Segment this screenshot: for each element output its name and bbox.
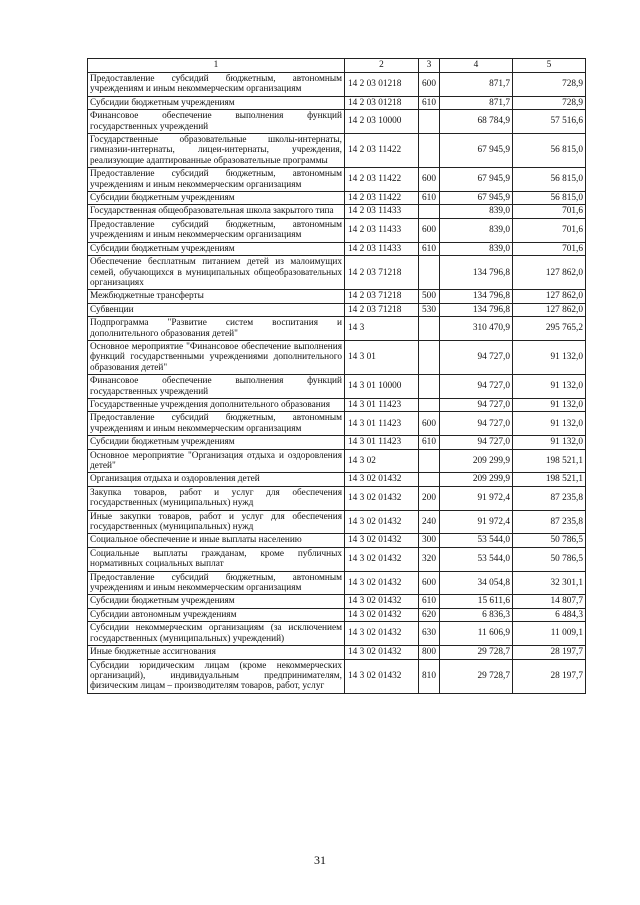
row-amount-col5: 28 197,7 [513,659,586,693]
row-code: 14 2 03 11422 [345,168,419,192]
row-expense-type: 800 [419,646,440,659]
row-expense-type [419,110,440,134]
table-row [88,317,586,341]
row-amount-col4: 91 972,4 [440,510,513,534]
row-amount-col4: 68 784,9 [440,110,513,134]
row-amount-col5: 87 235,8 [513,486,586,510]
row-expense-type: 200 [419,486,440,510]
row-description: Субсидии юридическим лицам (кроме некоммерческих организаций), индивидуальным предпринимателям, физическим лицам – производителям товаров, работ, услуг [88,659,345,693]
row-description: Основное мероприятие "Финансовое обеспечение выполнения функций государственными учреждениями дополнительного образования детей" [88,340,345,374]
row-code: 14 3 02 01432 [345,571,419,595]
row-expense-type: 500 [419,290,440,303]
row-description: Субсидии бюджетным учреждениям [88,96,345,109]
row-amount-col5: 56 815,0 [513,168,586,192]
row-amount-col5: 32 301,1 [513,571,586,595]
row-expense-type: 600 [419,168,440,192]
table-row [88,547,586,571]
row-expense-type: 600 [419,73,440,97]
row-description: Предоставление субсидий бюджетным, автономным учреждениям и иным некоммерческим организациям [88,168,345,192]
row-expense-type: 610 [419,96,440,109]
table-row [88,303,586,316]
row-description: Межбюджетные трансферты [88,290,345,303]
row-amount-col4: 134 796,8 [440,290,513,303]
row-expense-type: 610 [419,192,440,205]
row-code: 14 3 02 01432 [345,595,419,608]
table-row [88,340,586,374]
row-amount-col5: 87 235,8 [513,510,586,534]
row-expense-type: 240 [419,510,440,534]
row-code: 14 3 01 10000 [345,375,419,399]
row-amount-col4: 67 945,9 [440,134,513,168]
row-amount-col5: 91 132,0 [513,412,586,436]
table-row [88,436,586,449]
row-description: Социальные выплаты гражданам, кроме публичных нормативных социальных выплат [88,547,345,571]
row-amount-col5: 50 786,5 [513,547,586,571]
row-code: 14 3 01 11423 [345,412,419,436]
row-expense-type [419,256,440,290]
row-expense-type [419,473,440,486]
row-description: Закупка товаров, работ и услуг для обеспечения государственных (муниципальных) нужд [88,486,345,510]
row-code: 14 3 02 01432 [345,486,419,510]
row-amount-col4: 91 972,4 [440,486,513,510]
row-expense-type: 530 [419,303,440,316]
row-amount-col4: 67 945,9 [440,192,513,205]
row-expense-type: 320 [419,547,440,571]
row-description: Предоставление субсидий бюджетным, автономным учреждениям и иным некоммерческим организациям [88,412,345,436]
row-code: 14 2 03 71218 [345,256,419,290]
row-code: 14 3 02 01432 [345,547,419,571]
table-row [88,218,586,242]
row-expense-type [419,134,440,168]
row-description: Основное мероприятие "Организация отдыха и оздоровления детей" [88,449,345,473]
row-amount-col4: 53 544,0 [440,534,513,547]
row-amount-col5: 56 815,0 [513,192,586,205]
row-amount-col5: 6 484,3 [513,608,586,621]
row-amount-col5: 91 132,0 [513,436,586,449]
page-number: 31 [314,853,326,867]
table-row [88,608,586,621]
row-description: Социальное обеспечение и иные выплаты населению [88,534,345,547]
table-body [88,73,586,694]
row-code: 14 2 03 10000 [345,110,419,134]
row-amount-col5: 91 132,0 [513,340,586,374]
table-row [88,73,586,97]
row-amount-col4: 94 727,0 [440,436,513,449]
row-code: 14 2 03 71218 [345,303,419,316]
table-row [88,571,586,595]
row-code: 14 3 02 01432 [345,622,419,646]
header-col-2: 2 [345,59,419,73]
row-code: 14 3 02 01432 [345,510,419,534]
row-amount-col4: 871,7 [440,96,513,109]
row-description: Предоставление субсидий бюджетным, автономным учреждениям и иным некоммерческим организациям [88,73,345,97]
row-amount-col5: 127 862,0 [513,290,586,303]
row-amount-col4: 94 727,0 [440,412,513,436]
row-expense-type [419,398,440,411]
row-amount-col4: 94 727,0 [440,375,513,399]
row-amount-col4: 839,0 [440,205,513,218]
row-amount-col5: 56 815,0 [513,134,586,168]
row-expense-type: 610 [419,436,440,449]
row-amount-col5: 14 807,7 [513,595,586,608]
row-code: 14 2 03 11433 [345,242,419,255]
row-amount-col5: 91 132,0 [513,398,586,411]
table-row [88,486,586,510]
row-amount-col4: 134 796,8 [440,303,513,316]
row-description: Государственная общеобразовательная школа закрытого типа [88,205,345,218]
row-description: Субвенции [88,303,345,316]
row-amount-col4: 310 470,9 [440,317,513,341]
row-amount-col4: 839,0 [440,242,513,255]
row-code: 14 3 02 [345,449,419,473]
row-amount-col4: 209 299,9 [440,449,513,473]
row-code: 14 3 01 11423 [345,398,419,411]
row-code: 14 3 02 01432 [345,534,419,547]
row-amount-col5: 127 862,0 [513,256,586,290]
table-row [88,96,586,109]
row-description: Субсидии бюджетным учреждениям [88,192,345,205]
header-col-4: 4 [440,59,513,73]
row-amount-col4: 94 727,0 [440,340,513,374]
row-amount-col4: 134 796,8 [440,256,513,290]
row-expense-type [419,375,440,399]
row-amount-col5: 295 765,2 [513,317,586,341]
row-expense-type: 610 [419,595,440,608]
row-code: 14 3 02 01432 [345,473,419,486]
table-row [88,595,586,608]
row-code: 14 3 [345,317,419,341]
row-code: 14 2 03 11433 [345,218,419,242]
row-amount-col4: 15 611,6 [440,595,513,608]
row-description: Финансовое обеспечение выполнения функций государственных учреждений [88,110,345,134]
row-amount-col5: 728,9 [513,96,586,109]
row-expense-type: 810 [419,659,440,693]
table-row [88,375,586,399]
row-description: Субсидии бюджетным учреждениям [88,242,345,255]
row-amount-col5: 701,6 [513,242,586,255]
row-amount-col4: 34 054,8 [440,571,513,595]
table-row [88,192,586,205]
row-amount-col4: 11 606,9 [440,622,513,646]
row-amount-col5: 50 786,5 [513,534,586,547]
header-col-1: 1 [88,59,345,73]
row-amount-col5: 57 516,6 [513,110,586,134]
row-expense-type [419,449,440,473]
row-amount-col4: 871,7 [440,73,513,97]
row-description: Субсидии бюджетным учреждениям [88,436,345,449]
row-amount-col4: 6 836,3 [440,608,513,621]
table-row [88,205,586,218]
row-description: Субсидии бюджетным учреждениям [88,595,345,608]
row-amount-col4: 67 945,9 [440,168,513,192]
row-amount-col5: 127 862,0 [513,303,586,316]
row-amount-col4: 94 727,0 [440,398,513,411]
row-expense-type: 610 [419,242,440,255]
row-amount-col5: 11 009,1 [513,622,586,646]
row-code: 14 3 02 01432 [345,646,419,659]
row-description: Организация отдыха и оздоровления детей [88,473,345,486]
row-description: Финансовое обеспечение выполнения функций государственных учреждений [88,375,345,399]
row-description: Предоставление субсидий бюджетным, автономным учреждениям и иным некоммерческим организациям [88,571,345,595]
table-row [88,256,586,290]
row-amount-col4: 839,0 [440,218,513,242]
table-row [88,242,586,255]
row-code: 14 2 03 11422 [345,192,419,205]
budget-table [87,58,586,694]
budget-table-container [87,58,585,694]
table-row [88,622,586,646]
row-amount-col4: 53 544,0 [440,547,513,571]
row-description: Государственные образовательные школы-интернаты, гимназии-интернаты, лицеи-интернаты, учреждения, реализующие адаптированные образовательные программы [88,134,345,168]
table-row [88,134,586,168]
row-expense-type: 600 [419,571,440,595]
row-amount-col5: 28 197,7 [513,646,586,659]
row-amount-col4: 29 728,7 [440,659,513,693]
row-code: 14 2 03 11433 [345,205,419,218]
table-row [88,110,586,134]
row-amount-col5: 198 521,1 [513,473,586,486]
row-description: Подпрограмма "Развитие систем воспитания и дополнительного образования детей" [88,317,345,341]
header-col-3: 3 [419,59,440,73]
row-code: 14 2 03 01218 [345,73,419,97]
table-row [88,510,586,534]
row-code: 14 2 03 71218 [345,290,419,303]
row-code: 14 3 02 01432 [345,608,419,621]
row-amount-col4: 209 299,9 [440,473,513,486]
row-description: Иные бюджетные ассигнования [88,646,345,659]
row-code: 14 2 03 01218 [345,96,419,109]
row-expense-type [419,317,440,341]
table-header-row [88,59,586,73]
row-description: Предоставление субсидий бюджетным, автономным учреждениям и иным некоммерческим организациям [88,218,345,242]
row-amount-col5: 701,6 [513,205,586,218]
row-amount-col4: 29 728,7 [440,646,513,659]
row-expense-type: 620 [419,608,440,621]
row-expense-type: 630 [419,622,440,646]
table-row [88,473,586,486]
row-expense-type: 600 [419,218,440,242]
row-amount-col5: 91 132,0 [513,375,586,399]
table-row [88,290,586,303]
row-description: Государственные учреждения дополнительного образования [88,398,345,411]
row-description: Субсидии автономным учреждениям [88,608,345,621]
header-col-5: 5 [513,59,586,73]
row-code: 14 3 01 [345,340,419,374]
table-row [88,449,586,473]
row-amount-col5: 701,6 [513,218,586,242]
row-code: 14 3 01 11423 [345,436,419,449]
table-row [88,398,586,411]
row-expense-type [419,340,440,374]
table-row [88,412,586,436]
row-expense-type: 300 [419,534,440,547]
row-expense-type: 600 [419,412,440,436]
row-code: 14 3 02 01432 [345,659,419,693]
table-row [88,646,586,659]
row-amount-col5: 728,9 [513,73,586,97]
row-amount-col5: 198 521,1 [513,449,586,473]
row-description: Обеспечение бесплатным питанием детей из малоимущих семей, обучающихся в муниципальных общеобразовательных организациях [88,256,345,290]
row-code: 14 2 03 11422 [345,134,419,168]
table-row [88,659,586,693]
table-row [88,168,586,192]
row-description: Иные закупки товаров, работ и услуг для обеспечения государственных (муниципальных) нужд [88,510,345,534]
row-expense-type [419,205,440,218]
table-row [88,534,586,547]
row-description: Субсидии некоммерческим организациям (за исключением государственных (муниципальных) учреждений) [88,622,345,646]
